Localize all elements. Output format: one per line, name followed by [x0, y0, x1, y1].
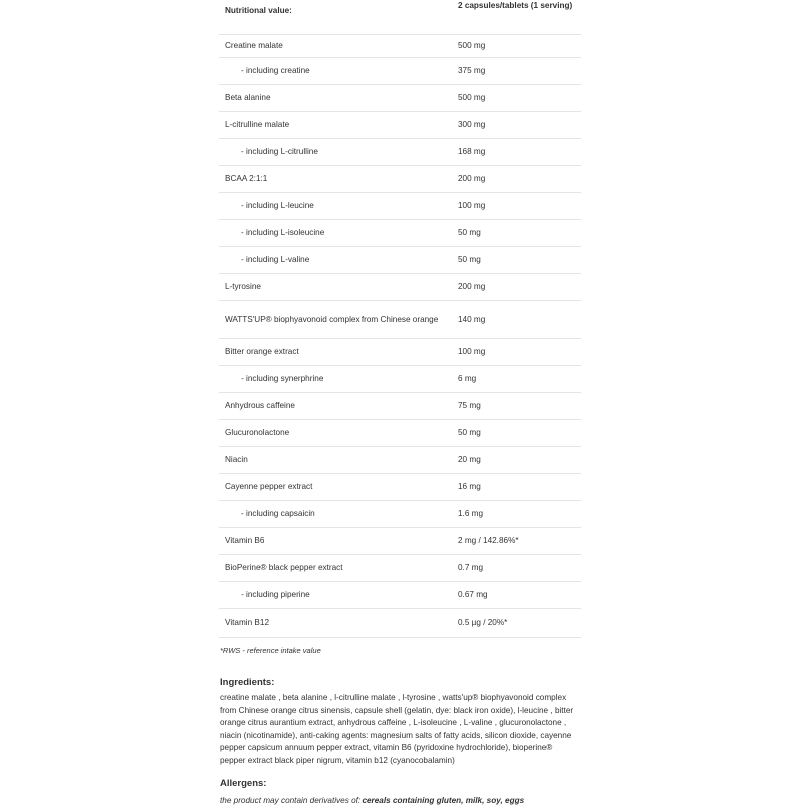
- ingredients-title: Ingredients:: [220, 677, 275, 688]
- table-row: [219, 393, 581, 420]
- nutrient-amount: 100 mg: [448, 193, 581, 220]
- header-serving: 2 capsules/tablets (1 serving): [448, 0, 581, 35]
- nutrient-amount: 500 mg: [448, 35, 581, 58]
- allergens-title: Allergens:: [220, 778, 267, 789]
- allergens-prefix: the product may contain derivatives of:: [220, 796, 361, 805]
- table-row: [219, 139, 581, 166]
- table-row: [219, 35, 581, 58]
- table-row: [219, 339, 581, 366]
- nutrient-amount: 500 mg: [448, 85, 581, 112]
- nutrient-amount: 100 mg: [448, 339, 581, 366]
- table-row: [219, 501, 581, 528]
- nutrient-name: Anhydrous caffeine: [219, 393, 448, 420]
- nutrient-amount: 200 mg: [448, 166, 581, 193]
- table-row: [219, 447, 581, 474]
- nutrient-amount: 1.6 mg: [448, 501, 581, 528]
- nutrient-name: Vitamin B6: [219, 528, 448, 555]
- nutrient-amount: 0.67 mg: [448, 582, 581, 609]
- header-nutritional-value: Nutritional value:: [219, 0, 448, 35]
- nutrient-amount: 20 mg: [448, 447, 581, 474]
- nutrient-amount: 375 mg: [448, 58, 581, 85]
- nutrient-amount: 6 mg: [448, 366, 581, 393]
- nutrient-amount: 50 mg: [448, 220, 581, 247]
- product-info: [219, 0, 581, 808]
- nutrient-name: - including piperine: [219, 582, 448, 609]
- nutrient-name: BCAA 2:1:1: [219, 166, 448, 193]
- nutrient-amount: 0.5 µg / 20%*: [448, 609, 581, 638]
- table-row: [219, 220, 581, 247]
- nutrient-amount: 200 mg: [448, 274, 581, 301]
- table-row: [219, 609, 581, 638]
- nutrient-name: - including capsaicin: [219, 501, 448, 528]
- nutrient-amount: 140 mg: [448, 301, 581, 339]
- nutrient-name: - including synerphrine: [219, 366, 448, 393]
- nutrient-amount: 50 mg: [448, 247, 581, 274]
- nutrient-name: - including L-isoleucine: [219, 220, 448, 247]
- allergens-list: cereals containing gluten, milk, soy, eggs: [362, 796, 525, 805]
- nutrient-amount: 16 mg: [448, 474, 581, 501]
- table-row: [219, 274, 581, 301]
- table-row: [219, 474, 581, 501]
- nutrient-name: BioPerine® black pepper extract: [219, 555, 448, 582]
- table-row: [219, 112, 581, 139]
- nutrient-name: - including L-citrulline: [219, 139, 448, 166]
- nutrient-name: - including L-leucine: [219, 193, 448, 220]
- table-row: [219, 582, 581, 609]
- nutrient-name: Beta alanine: [219, 85, 448, 112]
- nutrient-name: Niacin: [219, 447, 448, 474]
- nutrient-name: Bitter orange extract: [219, 339, 448, 366]
- table-row: [219, 193, 581, 220]
- nutrient-amount: 168 mg: [448, 139, 581, 166]
- table-row: [219, 366, 581, 393]
- nutrient-name: WATTS'UP® biophyavonoid complex from Chinese orange: [219, 301, 448, 339]
- footnote: *RWS - reference intake value: [220, 646, 321, 655]
- table-row: [219, 85, 581, 112]
- nutrient-amount: 300 mg: [448, 112, 581, 139]
- table-header-row: [219, 0, 581, 35]
- nutrient-name: L-citrulline malate: [219, 112, 448, 139]
- nutrient-name: L-tyrosine: [219, 274, 448, 301]
- nutrient-name: - including creatine: [219, 58, 448, 85]
- nutrient-name: Cayenne pepper extract: [219, 474, 448, 501]
- nutrient-name: - including L-valine: [219, 247, 448, 274]
- nutrient-amount: 75 mg: [448, 393, 581, 420]
- table-row: [219, 301, 581, 339]
- table-row: [219, 247, 581, 274]
- nutrient-name: Vitamin B12: [219, 609, 448, 638]
- nutrient-amount: 50 mg: [448, 420, 581, 447]
- table-row: [219, 166, 581, 193]
- allergens-text: [219, 795, 578, 808]
- nutrition-table: [219, 0, 581, 638]
- ingredients-text: creatine malate , beta alanine , l-citrulline malate , l-tyrosine , watts'up® biophyavonoid complex from Chinese orange citrus sinensis, capsule shell (gelatin, dye: black iron oxide), l-leucine , bitter orange citrus aurantium extract, anhydrous caffeine , L-isoleucine , L-valine , glucuronolactone , niacin (nicotinamide), anti-caking agents: magnesium salts of fatty acids, silicon dioxide, cayenne pepper capsicum annuum pepper extract, vitamin B6 (pyridoxine hydrochloride), bioperine® pepper extract black piper nigrum, vitamin b12 (cyanocobalamin): [220, 693, 574, 765]
- table-row: [219, 420, 581, 447]
- nutrient-amount: 0.7 mg: [448, 555, 581, 582]
- nutrient-amount: 2 mg / 142.86%*: [448, 528, 581, 555]
- nutrient-name: Glucuronolactone: [219, 420, 448, 447]
- table-row: [219, 555, 581, 582]
- table-row: [219, 528, 581, 555]
- table-row: [219, 58, 581, 85]
- nutrient-name: Creatine malate: [219, 35, 448, 58]
